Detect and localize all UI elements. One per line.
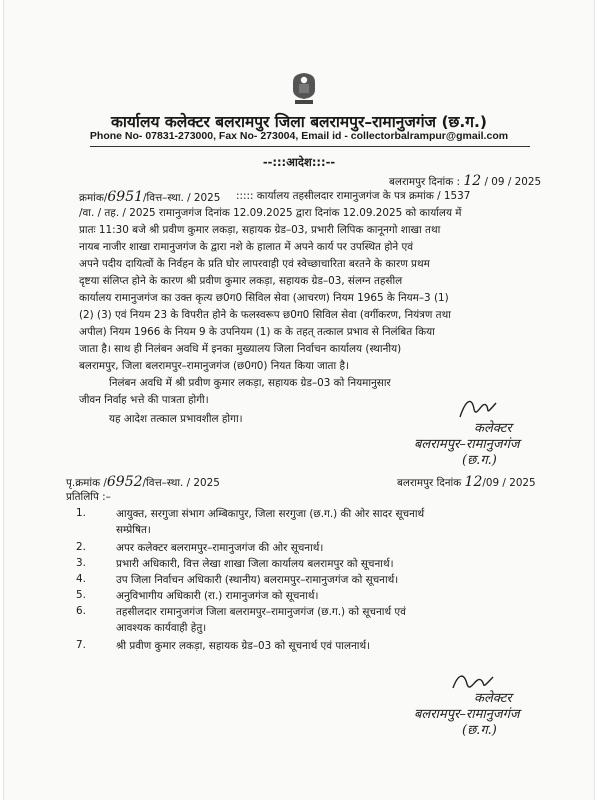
copy-item: सम्प्रेषित। — [116, 524, 151, 536]
office-title: कार्यालय कलेक्टर बलरामपुर जिला बलरामपुर–रामानुजगंज (छ.ग.) — [111, 113, 487, 131]
para2-line: निलंबन अवधि में श्री प्रवीण कुमार लकड़ा, सहायक ग्रेड–03 को नियमानुसार — [109, 377, 391, 389]
para2-line: जीवन निर्वाह भत्ते की पात्रता होगी। — [79, 394, 209, 406]
copy-date-prefix: बलरामपुर दिनांक — [397, 477, 462, 489]
order-ref-suffix: /वित्त–स्था. / 2025 — [143, 192, 221, 204]
para1-line: अपील) नियम 1966 के नियम 9 के उपनियम (1) क के तहत् तत्काल प्रभाव से निलंबित किया — [79, 326, 435, 338]
copy-item: अनुविभागीय अधिकारी (रा.) रामानुजगंज को सूचनार्थ। — [116, 590, 319, 602]
para1-line: प्रातः 11:30 बजे श्री प्रवीण कुमार लकड़ा, सहायक ग्रेड–03, प्रभारी लिपिक कानूनगो शाखा तथा — [79, 224, 441, 236]
order-document — [4, 0, 594, 800]
copy-item: उप जिला निर्वाचन अधिकारी (स्थानीय) बलरामपुर–रामानुजगंज को सूचनार्थ। — [116, 574, 399, 586]
copy-item-number: 5. — [76, 589, 86, 601]
order-ref-number: 6951 — [107, 189, 144, 205]
copy-ref-number: 6952 — [106, 474, 143, 490]
order-date-rest: / 09 / 2025 — [484, 176, 542, 188]
copy-heading: प्रतिलिपि :– — [66, 491, 111, 503]
copy-date — [397, 474, 536, 490]
signatory-state: (छ.ग.) — [462, 723, 497, 738]
copy-reference — [66, 474, 220, 490]
signatory-state: (छ.ग.) — [462, 453, 497, 468]
para1-line: नायब नाजीर शाखा रामानुजगंज के द्वारा नशे के हालात में अपने कार्य पर उपस्थित होने एवं — [79, 241, 414, 253]
para1-line: दृष्टया संलिप्त होने के कारण श्री प्रवीण कुमार लकड़ा, सहायक ग्रेड–03, संलग्न तहसील — [79, 275, 403, 287]
state-emblem-icon — [287, 70, 321, 106]
copy-item-number: 7. — [76, 639, 86, 651]
copy-item-number: 2. — [76, 541, 86, 553]
order-date — [389, 173, 541, 189]
copy-ref-suffix: /वित्त–स्था. / 2025 — [142, 477, 220, 489]
para3-effect: यह आदेश तत्काल प्रभावशील होगा। — [109, 413, 243, 425]
order-reference — [79, 189, 220, 205]
copy-item: प्रभारी अधिकारी, वित्त लेखा शाखा जिला कार्यालय बलरामपुर को सूचनार्थ। — [116, 558, 394, 570]
contact-line: Phone No- 07831-273000, Fax No- 273004, Email id - collectorbalrampur@gmail.com — [89, 130, 509, 142]
copy-date-rest: /09 / 2025 — [482, 477, 536, 489]
signatory-title: कलेक्टर — [474, 421, 512, 436]
copy-item: श्री प्रवीण कुमार लकड़ा, सहायक ग्रेड–03 को सूचनार्थ एवं पालनार्थ। — [116, 640, 371, 652]
para1-line: (2) (3) एवं नियम 23 के विपरीत होने के फलस्वरूप छ0ग0 सिविल सेवा (वर्गीकरण, नियंत्रण तथा — [79, 309, 451, 321]
signatory-location: बलरामपुर–रामानुजगंज — [414, 707, 520, 722]
order-date-prefix: बलरामपुर दिनांक : — [389, 176, 461, 188]
para1-line: जाता है। साथ ही निलंबन अवधि में इनका मुख्यालय जिला निर्वाचन कार्यालय (स्थानीय) — [79, 343, 402, 355]
para1-line: अपने पदीय दायित्वों के निर्वहन के प्रति घोर लापरवाही एवं स्वेच्छाचारिता बरतने के कारण प्रथम — [79, 258, 430, 270]
para1-line: /वा. / तह. / 2025 रामानुजगंज दिनांक 12.09.2025 द्वारा दिनांक 12.09.2025 को कार्यालय में — [79, 207, 462, 219]
para1-line: ::::: कार्यालय तहसीलदार रामानुजगंज के पत्र क्रमांक / 1537 — [236, 190, 471, 202]
copy-date-day: 12 — [464, 474, 483, 490]
para1-line: बलरामपुर, जिला बलरामपुर–रामानुजगंज (छ0ग0) नियत किया जाता है। — [79, 360, 349, 372]
copy-item: आयुक्त, सरगुजा संभाग अम्बिकापुर, जिला सरगुजा (छ.ग.) की ओर सादर सूचनार्थ — [116, 508, 425, 520]
copy-item: अपर कलेक्टर बलरामपुर–रामानुजगंज की ओर सूचनार्थ। — [116, 542, 324, 554]
order-title: --:::आदेश:::-- — [262, 155, 336, 169]
copy-ref-prefix: पृ.क्रमांक / — [66, 477, 107, 489]
copy-item: आवश्यक कार्यवाही हेतु। — [116, 622, 207, 634]
copy-item-number: 6. — [76, 605, 86, 617]
signatory-location: बलरामपुर–रामानुजगंज — [414, 437, 520, 452]
order-date-day: 12 — [463, 173, 482, 189]
signatory-title: कलेक्टर — [474, 691, 512, 706]
order-ref-prefix: क्रमांक/ — [79, 192, 108, 204]
copy-item: तहसीलदार रामानुजगंज जिला बलरामपुर–रामानुजगंज (छ.ग.) को सूचनार्थ एवं — [116, 606, 406, 618]
para1-line: कार्यालय रामानुजगंज का उक्त कृत्य छ0ग0 सिविल सेवा (आचरण) नियम 1965 के नियम–3 (1) — [79, 292, 449, 304]
copy-item-number: 3. — [76, 557, 86, 569]
copy-item-number: 1. — [76, 507, 86, 519]
header-divider — [90, 146, 530, 147]
copy-item-number: 4. — [76, 573, 86, 585]
